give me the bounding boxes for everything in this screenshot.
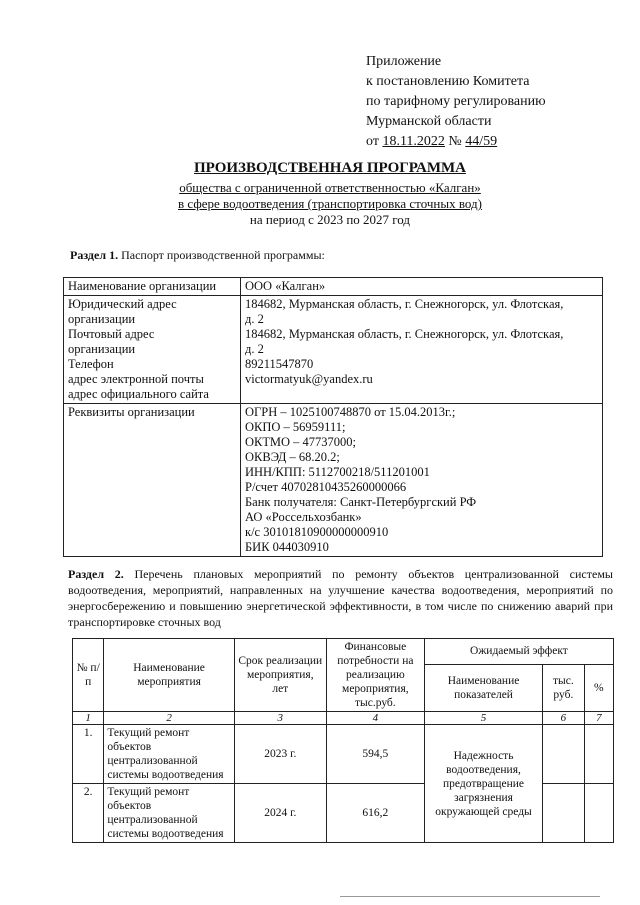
contact-label: организации bbox=[68, 342, 136, 356]
requisite-line: ОКВЭД – 68.20.2; bbox=[245, 450, 340, 464]
passport-table bbox=[63, 277, 603, 557]
contact-label: Телефон bbox=[68, 357, 114, 371]
footer-divider bbox=[340, 896, 600, 897]
row-thousand bbox=[543, 725, 584, 784]
col-number: 6 bbox=[543, 712, 584, 725]
row-thousand bbox=[543, 784, 584, 843]
appendix-line: Мурманской области bbox=[366, 114, 492, 129]
section2-text: Перечень плановых мероприятий по ремонту объектов централизованной системы водоотведения, мероприятий, направленных на улучшение качества водоотведения, мероприятий по энергосбережению и повышению энергетической эффективности, в том числе по снижению аварий при транспортировке сточных вод bbox=[68, 567, 613, 629]
row-finance: 616,2 bbox=[326, 784, 424, 843]
row-name: Текущий ремонт объектов централизованной системы водоотведения bbox=[104, 784, 234, 843]
title-period: на период с 2023 по 2027 год bbox=[249, 212, 411, 227]
table-row bbox=[64, 296, 603, 404]
contact-label: адрес электронной почты bbox=[68, 372, 204, 386]
col-header-effect: Ожидаемый эффект bbox=[424, 639, 613, 665]
contacts-values bbox=[241, 296, 603, 404]
appendix-line: Приложение bbox=[366, 54, 442, 69]
col-number-row bbox=[73, 712, 614, 725]
col-header-thousand: тыс. руб. bbox=[543, 664, 584, 711]
requisite-line: ОКПО – 56959111; bbox=[245, 420, 346, 434]
org-name-value: ООО «Калган» bbox=[241, 278, 603, 296]
col-number: 5 bbox=[424, 712, 542, 725]
legal-address-cont: д. 2 bbox=[245, 312, 264, 326]
document-title bbox=[110, 158, 550, 228]
date-prefix: от bbox=[366, 134, 379, 149]
col-number: 2 bbox=[104, 712, 234, 725]
postal-address-cont: д. 2 bbox=[245, 342, 264, 356]
row-num: 1. bbox=[73, 725, 104, 784]
decree-number: 44/59 bbox=[465, 134, 498, 149]
section1-text: Паспорт производственной программы: bbox=[121, 248, 325, 262]
section2-label: Раздел 2. bbox=[68, 567, 124, 581]
appendix-date-line bbox=[366, 132, 546, 152]
title-main: ПРОИЗВОДСТВЕННАЯ ПРОГРАММА bbox=[193, 160, 466, 176]
contacts-labels bbox=[64, 296, 241, 404]
row-percent bbox=[584, 725, 613, 784]
requisite-line: ОГРН – 1025100748870 от 15.04.2013г.; bbox=[245, 405, 456, 419]
col-number: 4 bbox=[326, 712, 424, 725]
row-num: 2. bbox=[73, 784, 104, 843]
appendix-line: по тарифному регулированию bbox=[366, 94, 546, 109]
table-row bbox=[73, 725, 614, 784]
contact-label: организации bbox=[68, 312, 136, 326]
email-value: victormatyuk@yandex.ru bbox=[245, 372, 373, 386]
table-row bbox=[64, 278, 603, 296]
requisites-values bbox=[241, 404, 603, 557]
legal-address: 184682, Мурманская область, г. Снежногорск, ул. Флотская, bbox=[245, 297, 564, 311]
table-header-row bbox=[73, 639, 614, 665]
col-header-finance: Финансовые потребности на реализацию мероприятия, тыс.руб. bbox=[326, 639, 424, 712]
col-header-percent: % bbox=[584, 664, 613, 711]
section1-label: Раздел 1. bbox=[70, 248, 119, 262]
row-finance: 594,5 bbox=[326, 725, 424, 784]
col-number: 1 bbox=[73, 712, 104, 725]
contact-label: Почтовый адрес bbox=[68, 327, 155, 341]
requisite-line: Банк получателя: Санкт-Петербургский РФ bbox=[245, 495, 477, 509]
title-company: общества с ограниченной ответственностью «Калган» bbox=[179, 180, 481, 195]
col-header-name: Наименование мероприятия bbox=[104, 639, 234, 712]
requisite-line: Р/счет 40702810435260000066 bbox=[245, 480, 407, 494]
requisite-line: АО «Россельхозбанк» bbox=[245, 510, 362, 524]
decree-date: 18.11.2022 bbox=[382, 134, 445, 149]
requisite-line: БИК 044030910 bbox=[245, 540, 329, 554]
title-sphere: в сфере водоотведения (транспортировка сточных вод) bbox=[178, 196, 482, 211]
section2-heading bbox=[68, 566, 613, 630]
requisite-line: к/с 30101810900000000910 bbox=[245, 525, 389, 539]
effect-indicator: Надежность водоотведения, предотвращение загрязнения окружающей среды bbox=[424, 725, 542, 843]
col-header-period: Срок реализации мероприятия, лет bbox=[234, 639, 326, 712]
phone-value: 89211547870 bbox=[245, 357, 314, 371]
row-percent bbox=[584, 784, 613, 843]
col-header-num: № п/п bbox=[73, 639, 104, 712]
appendix-line: к постановлению Комитета bbox=[366, 74, 530, 89]
appendix-block bbox=[366, 52, 546, 152]
plan-table bbox=[72, 638, 614, 843]
row-period: 2024 г. bbox=[234, 784, 326, 843]
website-value bbox=[245, 387, 598, 402]
requisites-label: Реквизиты организации bbox=[64, 404, 241, 557]
requisite-line: ОКТМО – 47737000; bbox=[245, 435, 356, 449]
table-row bbox=[64, 404, 603, 557]
postal-address: 184682, Мурманская область, г. Снежногорск, ул. Флотская, bbox=[245, 327, 564, 341]
row-name: Текущий ремонт объектов централизованной системы водоотведения bbox=[104, 725, 234, 784]
row-period: 2023 г. bbox=[234, 725, 326, 784]
section1-heading bbox=[70, 248, 325, 263]
requisite-line: ИНН/КПП: 5112700218/511201001 bbox=[245, 465, 430, 479]
contact-label: адрес официального сайта bbox=[68, 387, 209, 401]
col-header-indicator: Наименование показателей bbox=[424, 664, 542, 711]
org-name-label: Наименование организации bbox=[64, 278, 241, 296]
number-prefix: № bbox=[448, 134, 462, 149]
contact-label: Юридический адрес bbox=[68, 297, 177, 311]
col-number: 7 bbox=[584, 712, 613, 725]
col-number: 3 bbox=[234, 712, 326, 725]
